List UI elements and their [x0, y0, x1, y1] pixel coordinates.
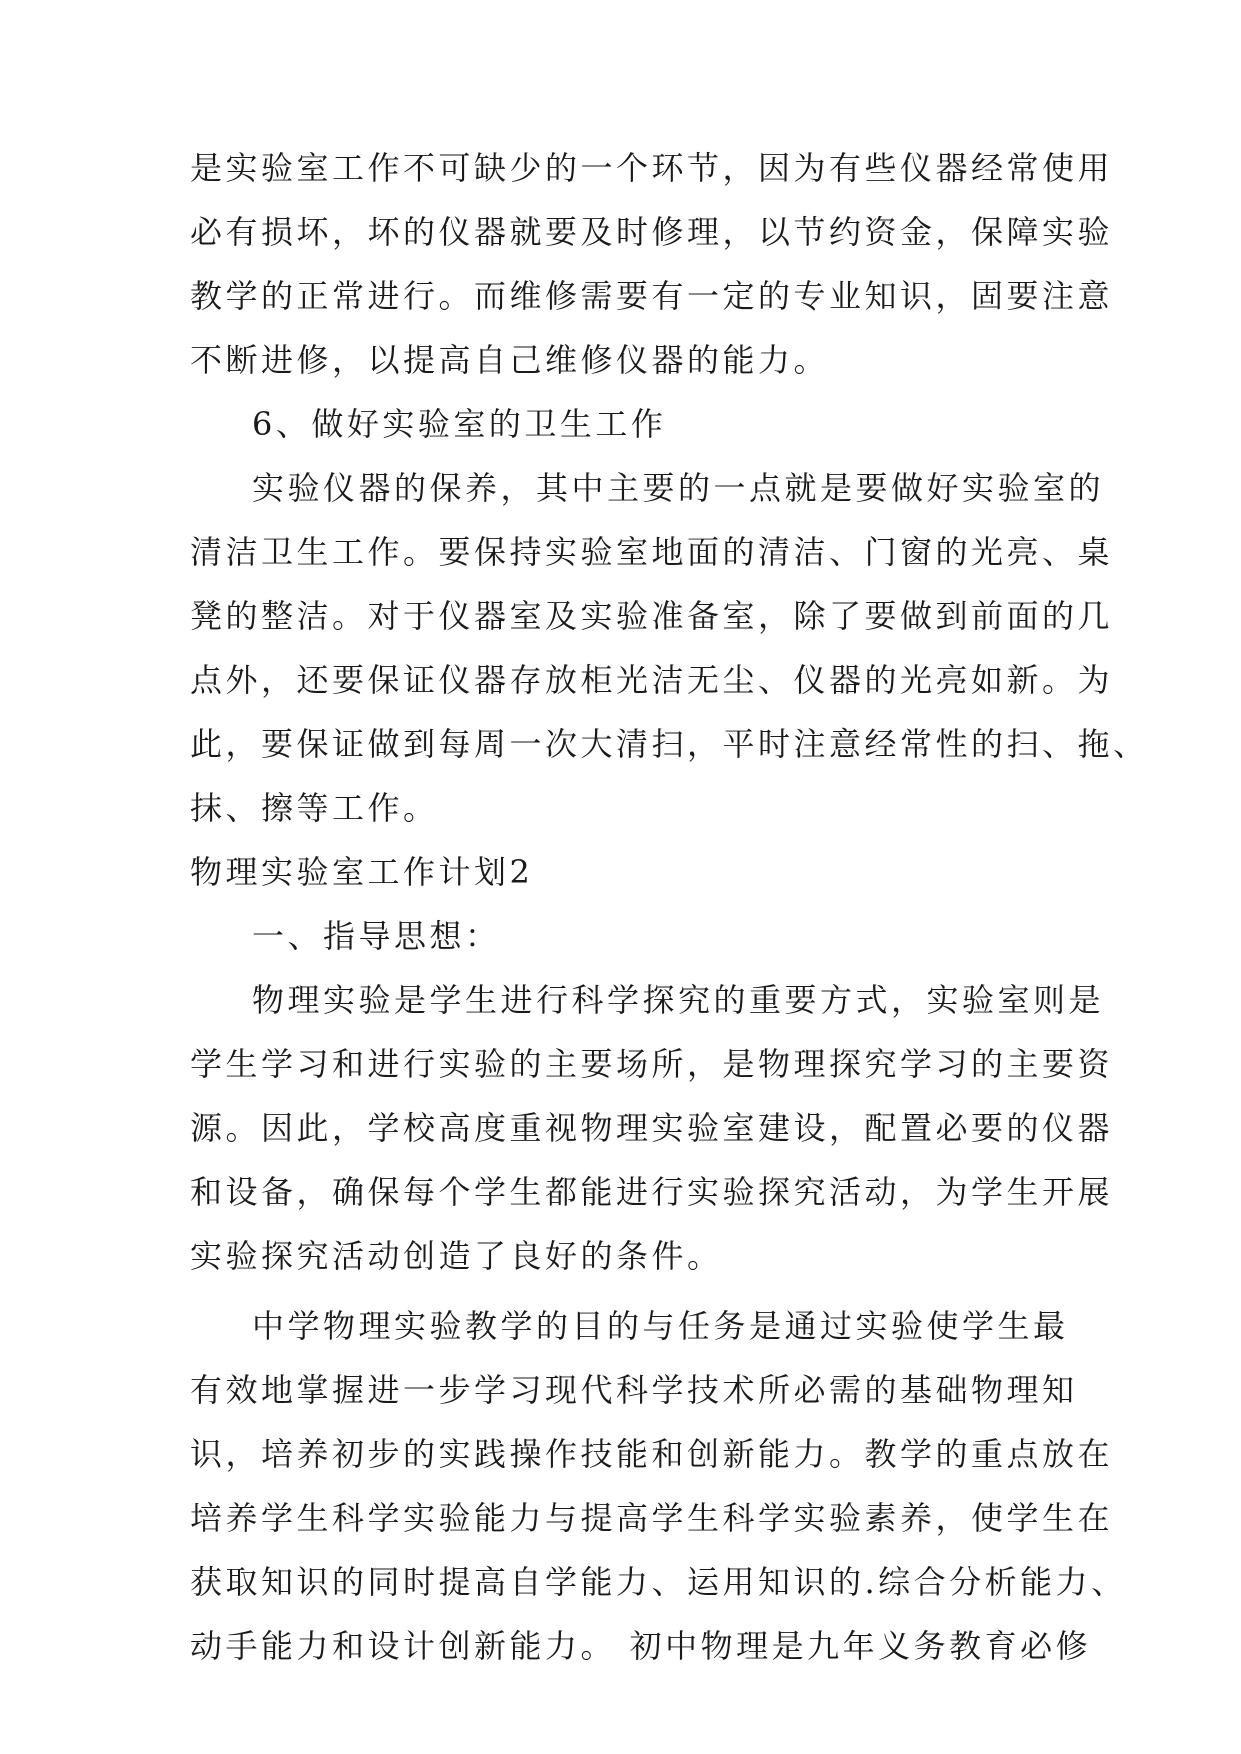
paragraph-line: 物理实验是学生进行科学探究的重要方式，实验室则是 — [252, 981, 1105, 1019]
paragraph-line: 实验探究活动创造了良好的条件。 — [190, 1237, 723, 1275]
paragraph-line: 此，要保证做到每周一次大清扫，平时注意经常性的扫、拖、 — [190, 725, 1149, 763]
paragraph-line: 点外，还要保证仪器存放柜光洁无尘、仪器的光亮如新。为 — [190, 661, 1114, 699]
paragraph-line: 不断进修，以提高自己维修仪器的能力。 — [190, 341, 830, 379]
paragraph-line: 凳的整洁。对于仪器室及实验准备室，除了要做到前面的几 — [190, 597, 1114, 635]
paragraph-line: 有效地掌握进一步学习现代科学技术所必需的基础物理知 — [190, 1371, 1078, 1409]
paragraph-line: 和设备，确保每个学生都能进行实验探究活动，为学生开展 — [190, 1173, 1114, 1211]
paragraph-line: 抹、擦等工作。 — [190, 789, 439, 827]
paragraph-line: 学生学习和进行实验的主要场所，是物理探究学习的主要资 — [190, 1045, 1114, 1083]
paragraph-line: 动手能力和设计创新能力。 初中物理是九年义务教育必修 — [190, 1627, 1092, 1665]
paragraph-line: 源。因此，学校高度重视物理实验室建设，配置必要的仪器 — [190, 1109, 1114, 1147]
paragraph-line: 获取知识的同时提高自学能力、运用知识的.综合分析能力、 — [190, 1563, 1127, 1601]
paragraph-line: 教学的正常进行。而维修需要有一定的专业知识，固要注意 — [190, 277, 1114, 315]
paragraph-line: 清洁卫生工作。要保持实验室地面的清洁、门窗的光亮、桌 — [190, 533, 1114, 571]
paragraph-line: 识，培养初步的实践操作技能和创新能力。教学的重点放在 — [190, 1435, 1114, 1473]
section-heading-1: 一、指导思想： — [252, 917, 501, 955]
section-heading-6: 6、做好实验室的卫生工作 — [252, 405, 667, 443]
paragraph-line: 必有损坏，坏的仪器就要及时修理，以节约资金，保障实验 — [190, 213, 1114, 251]
paragraph-line: 中学物理实验教学的目的与任务是通过实验使学生最 — [252, 1307, 1069, 1345]
paragraph-line: 培养学生科学实验能力与提高学生科学实验素养，使学生在 — [190, 1499, 1114, 1537]
paragraph-line: 实验仪器的保养，其中主要的一点就是要做好实验室的 — [252, 469, 1105, 507]
document-title: 物理实验室工作计划2 — [190, 853, 534, 891]
paragraph-line: 是实验室工作不可缺少的一个环节，因为有些仪器经常使用 — [190, 149, 1114, 187]
